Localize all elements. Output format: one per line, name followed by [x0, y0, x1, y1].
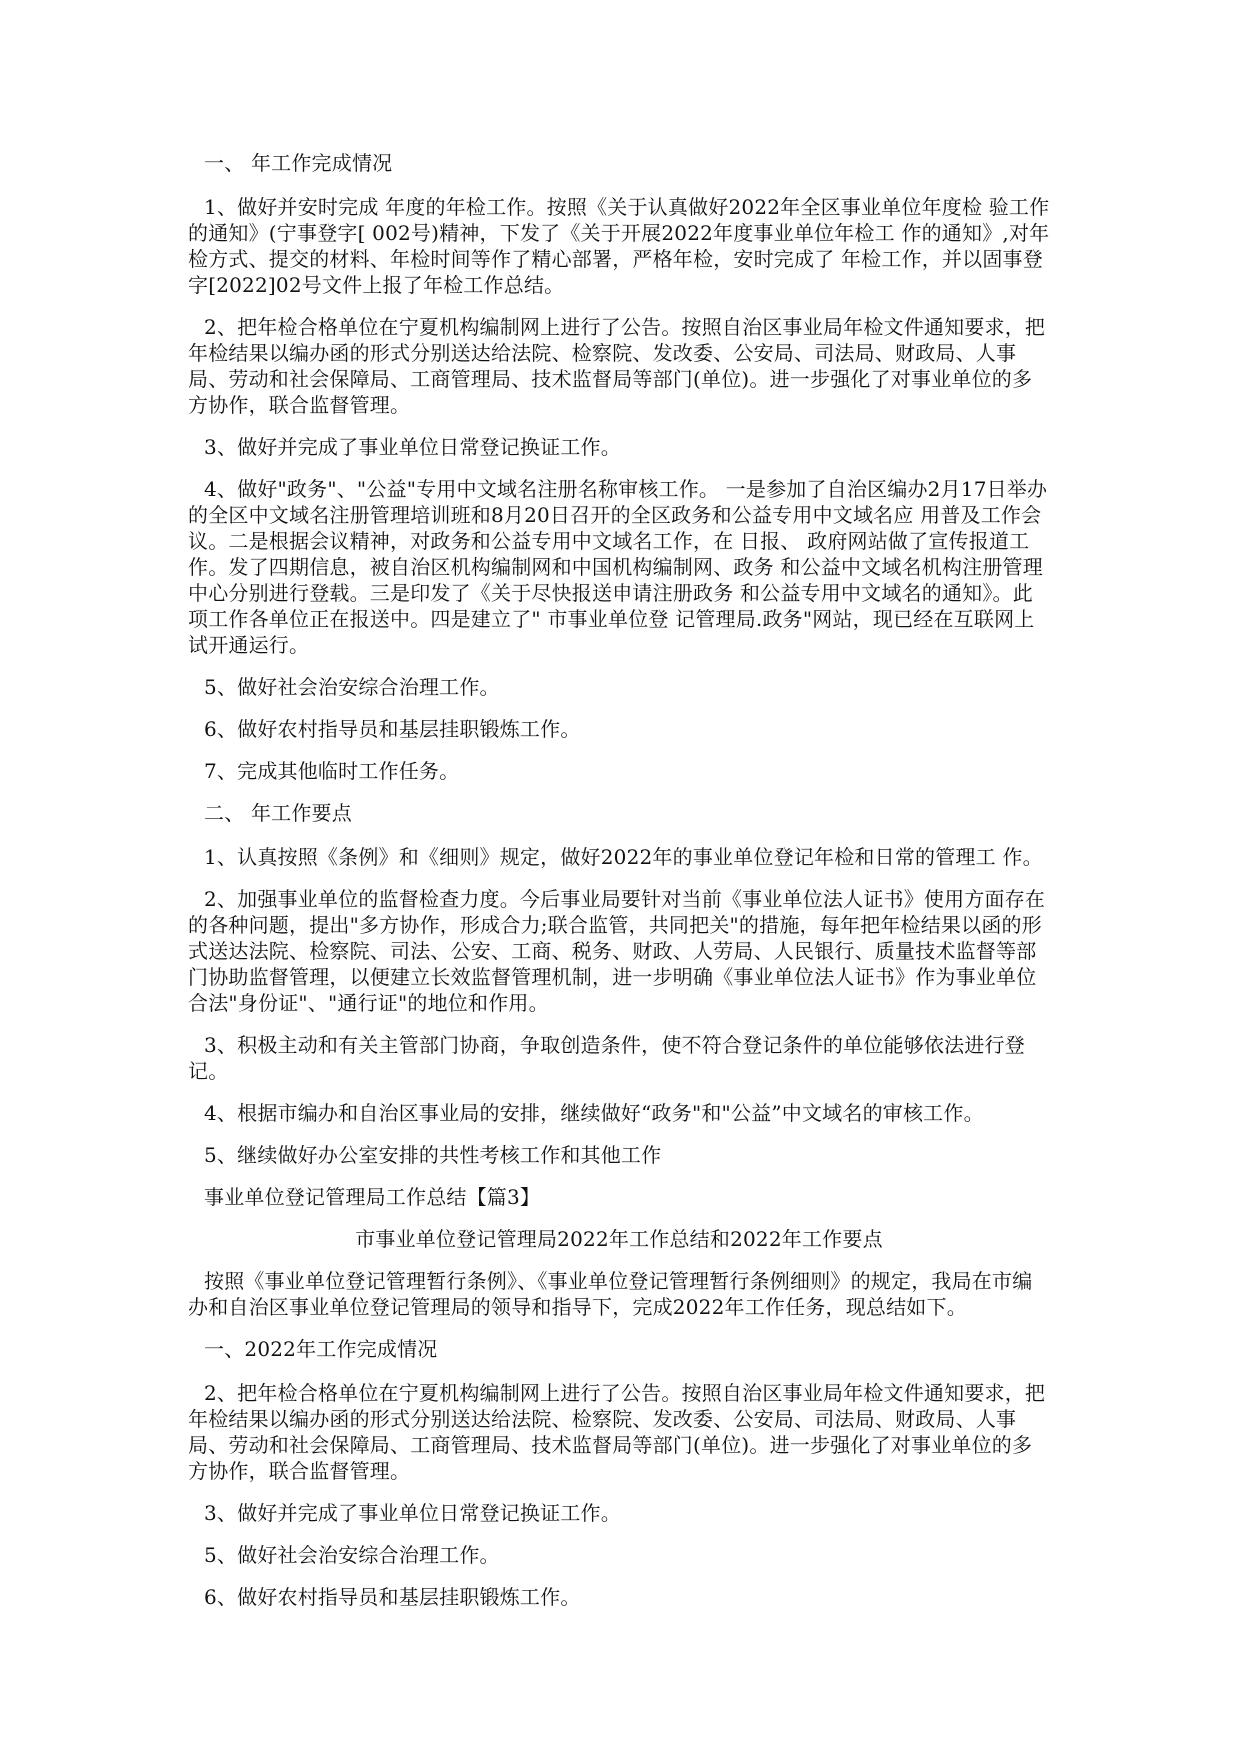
paragraph: 6、做好农村指导员和基层挂职锻炼工作。 — [204, 717, 581, 741]
paragraph: 3、做好并完成了事业单位日常登记换证工作。 — [204, 1501, 621, 1525]
paragraph: 1、认真按照《条例》和《细则》规定，做好2022年的事业单位登记年检和日常的管理工 作。 — [204, 845, 1043, 869]
paragraph: 4、做好"政务"、"公益"专用中文域名注册名称审核工作。 一是参加了自治区编办2月17日举办的全区中文域名注册管理培训班和8月20日召开的全区政务和公益专用中文域名应 用普及工作会议。二是根据会议精神，对政务和公益专用中文域名工作，在 日报、 政府网站做了宣传报道工作。发了四期信息，被自治区机构编制网和中国机构编制网、政务 和公益中文域名机构注册管理中心分别进行登载。三是印发了《关于尽快报送申请注册政务 和公益专用中文域名的通知》。此项工作各单位正在报送中。四是建立了" 市事业单位登 记管理局.政务"网站，现已经在互联网上试开通运行。 — [188, 477, 1048, 657]
paragraph: 5、做好社会治安综合治理工作。 — [204, 675, 500, 699]
document-body — [188, 150, 1050, 1626]
paragraph: 1、做好并安时完成 年度的年检工作。按照《关于认真做好2022年全区事业单位年度检 验工作的通知》(宁事登字[ 002号)精神，下发了《关于开展2022年度事业单位年检工 作的通知》,对年检方式、提交的材料、年检时间等作了精心部署，严格年检，安时完成了 年检工作，并以固事登字[2022]02号文件上报了年检工作总结。 — [188, 195, 1050, 297]
paragraph: 3、做好并完成了事业单位日常登记换证工作。 — [204, 435, 621, 459]
paragraph: 4、根据市编办和自治区事业局的安排，继续做好“政务"和"公益”中文域名的审核工作。 — [204, 1101, 984, 1125]
paragraph: 7、完成其他临时工作任务。 — [204, 759, 460, 783]
paragraph: 5、做好社会治安综合治理工作。 — [204, 1543, 500, 1567]
paragraph: 6、做好农村指导员和基层挂职锻炼工作。 — [204, 1585, 581, 1609]
paragraph: 2、把年检合格单位在宁夏机构编制网上进行了公告。按照自治区事业局年检文件通知要求，把年检结果以编办函的形式分别送达给法院、检察院、发改委、公安局、司法局、财政局、人事局、劳动和社会保障局、工商管理局、技术监督局等部门(单位)。进一步强化了对事业单位的多方协作，联合监督管理。 — [188, 1381, 1046, 1483]
paragraph: 5、继续做好办公室安排的共性考核工作和其他工作 — [204, 1143, 662, 1167]
article-title: 市事业单位登记管理局2022年工作总结和2022年工作要点 — [355, 1227, 883, 1251]
paragraph: 2、加强事业单位的监督检查力度。今后事业局要针对当前《事业单位法人证书》使用方面存在的各种问题，提出"多方协作，形成合力;联合监管，共同把关"的措施，每年把年检结果以函的形式送达法院、检察院、司法、公安、工商、税务、财政、人劳局、人民银行、质量技术监督等部门协助监督管理，以便建立长效监督管理机制，进一步明确《事业单位法人证书》作为事业单位合法"身份证"、"通行证"的地位和作用。 — [188, 887, 1046, 1015]
paragraph: 按照《事业单位登记管理暂行条例》、《事业单位登记管理暂行条例细则》的规定，我局在市编办和自治区事业单位登记管理局的领导和指导下，完成2022年工作任务，现总结如下。 — [188, 1269, 1033, 1319]
section-heading-1: 一、 年工作完成情况 — [204, 151, 393, 175]
section-heading-2: 二、 年工作要点 — [204, 801, 352, 825]
paragraph: 2、把年检合格单位在宁夏机构编制网上进行了公告。按照自治区事业局年检文件通知要求，把年检结果以编办函的形式分别送达给法院、检察院、发改委、公安局、司法局、财政局、人事局、劳动和社会保障局、工商管理局、技术监督局等部门(单位)。进一步强化了对事业单位的多方协作，联合监督管理。 — [188, 315, 1046, 417]
section-heading-3: 一、2022年工作完成情况 — [204, 1337, 438, 1361]
paragraph: 3、积极主动和有关主管部门协商，争取创造条件，使不符合登记条件的单位能够依法进行登记。 — [188, 1033, 1025, 1083]
article-label: 事业单位登记管理局工作总结【篇3】 — [204, 1185, 541, 1209]
